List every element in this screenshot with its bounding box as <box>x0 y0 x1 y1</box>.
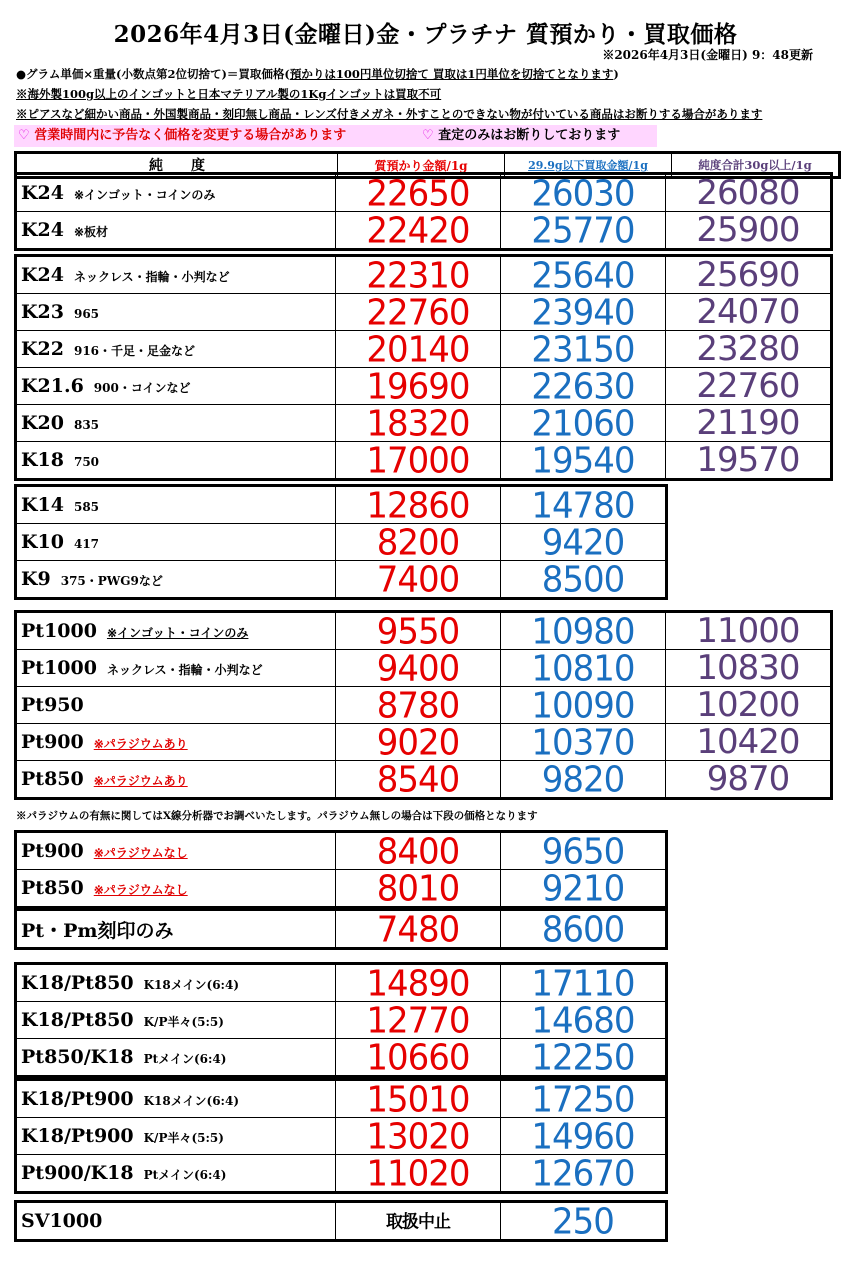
buy-price: 8600 <box>501 909 667 950</box>
purity-subtitle: 835 <box>73 418 100 432</box>
buy-price: 21060 <box>501 404 666 443</box>
purity-name: Pt900 ※パラジウムなし <box>16 832 336 870</box>
purity-subtitle: ※パラジウムなし <box>93 883 188 897</box>
warning-appraisal: 査定のみはお断りしております <box>438 128 621 143</box>
price-group <box>14 1078 668 1194</box>
price-row <box>16 442 832 480</box>
pawn-price: 22650 <box>336 173 501 213</box>
purity-subtitle: ※インゴット・コインのみ <box>73 188 216 202</box>
pawn-price: 10660 <box>336 1038 501 1078</box>
purity-subtitle: 965 <box>73 307 100 321</box>
purity-subtitle: ※パラジウムあり <box>93 774 188 788</box>
buy-price: 10810 <box>501 649 666 688</box>
price-row <box>16 1202 667 1241</box>
buy-price: 22630 <box>501 367 666 406</box>
buy-price: 26030 <box>501 173 666 213</box>
price-row <box>16 612 832 650</box>
price-group <box>14 172 833 251</box>
purity-subtitle: 417 <box>73 537 100 551</box>
pawn-price: 17000 <box>336 441 501 481</box>
price-row <box>16 650 832 687</box>
note-line-3: ※ピアスなど細かい商品・外国製商品・刻印無し商品・レンズ付きメガネ・外すことのできない物が付いている商品はお断りする場合があります <box>16 107 763 121</box>
pawn-price: 8200 <box>336 523 501 562</box>
buy30-price: 10200 <box>666 687 832 724</box>
buy-price: 17250 <box>501 1079 667 1119</box>
purity-subtitle: K/P半々(5:5) <box>143 1131 224 1145</box>
pawn-price: 8010 <box>336 869 501 909</box>
price-row <box>16 761 832 799</box>
buy-price: 14960 <box>501 1117 667 1156</box>
purity-name: K18/Pt850 K18メイン(6:4) <box>16 964 336 1002</box>
purity-subtitle: 375・PWG9など <box>60 574 163 588</box>
buy30-price: 9870 <box>666 761 832 799</box>
price-row <box>16 1002 667 1039</box>
price-row <box>16 1039 667 1077</box>
purity-subtitle: ネックレス・指輪・小判など <box>73 270 230 284</box>
buy-price: 10090 <box>501 686 666 725</box>
pawn-price: 取扱中止 <box>336 1201 501 1242</box>
header-purity: 純 度 <box>16 153 338 178</box>
price-row <box>16 687 832 724</box>
pawn-price: 20140 <box>336 330 501 369</box>
pawn-price: 14890 <box>336 963 501 1003</box>
purity-subtitle: 916・千足・足金など <box>73 344 196 358</box>
pawn-price: 8540 <box>336 760 501 800</box>
pawn-price: 12860 <box>336 485 501 525</box>
buy30-price: 19570 <box>666 442 832 480</box>
price-group <box>14 254 833 481</box>
price-group <box>14 1200 668 1242</box>
purity-name: Pt900 ※パラジウムあり <box>16 724 336 761</box>
pawn-price: 13020 <box>336 1117 501 1156</box>
buy30-price: 11000 <box>666 612 832 650</box>
warning-banner <box>14 125 657 147</box>
purity-name: Pt・Pm刻印のみ <box>16 910 336 949</box>
page-title: 2026年4月3日(金曜日)金・プラチナ 質預かり・買取価格 <box>113 21 738 48</box>
pawn-price: 15010 <box>336 1079 501 1119</box>
purity-subtitle: ※板材 <box>73 225 109 239</box>
buy30-price: 25690 <box>666 256 832 294</box>
header-buy-over: 純度合計30g以上/1g <box>672 153 840 178</box>
purity-name: Pt950 <box>16 687 336 724</box>
note-line-2: ※海外製100g以上のインゴットと日本マテリアル製の1Kgインゴットは買取不可 <box>16 87 442 101</box>
purity-subtitle: ※インゴット・コインのみ <box>106 626 249 640</box>
pawn-price: 22760 <box>336 293 501 332</box>
purity-name: K21.6 900・コインなど <box>16 368 336 405</box>
price-row <box>16 964 667 1002</box>
price-row <box>16 724 832 761</box>
pawn-price: 7480 <box>336 909 501 950</box>
buy30-price: 23280 <box>666 331 832 368</box>
price-group <box>14 484 668 600</box>
updated-timestamp: ※2026年4月3日(金曜日) 9：48更新 <box>602 48 813 62</box>
price-row <box>16 294 832 331</box>
purity-subtitle: K18メイン(6:4) <box>143 1094 239 1108</box>
buy-price: 9650 <box>501 831 667 871</box>
purity-subtitle: 750 <box>73 455 100 469</box>
buy-price: 17110 <box>501 963 667 1003</box>
buy-price: 14780 <box>501 485 667 525</box>
buy-price: 25770 <box>501 211 666 251</box>
buy30-price: 10830 <box>666 650 832 687</box>
pawn-price: 18320 <box>336 404 501 443</box>
purity-name: K10 417 <box>16 524 336 561</box>
purity-subtitle: ※パラジウムなし <box>93 846 188 860</box>
price-group <box>14 610 833 800</box>
buy-price: 23940 <box>501 293 666 332</box>
purity-name: Pt1000 ※インゴット・コインのみ <box>16 612 336 650</box>
buy-price: 12250 <box>501 1038 667 1078</box>
buy-price: 9210 <box>501 869 667 909</box>
purity-subtitle: 585 <box>73 500 100 514</box>
price-row <box>16 561 667 599</box>
price-row <box>16 832 667 870</box>
purity-subtitle: Ptメイン(6:4) <box>143 1168 227 1182</box>
price-row <box>16 1155 667 1193</box>
pawn-price: 11020 <box>336 1154 501 1194</box>
buy30-price: 26080 <box>666 174 832 212</box>
purity-name: Pt1000 ネックレス・指輪・小判など <box>16 650 336 687</box>
buy-price: 19540 <box>501 441 666 481</box>
buy-price: 14680 <box>501 1001 667 1040</box>
purity-name: K18 750 <box>16 442 336 480</box>
buy-price: 9820 <box>501 760 666 800</box>
purity-name: K18/Pt900 K18メイン(6:4) <box>16 1080 336 1118</box>
price-row <box>16 368 832 405</box>
buy-price: 250 <box>501 1201 667 1242</box>
buy-price: 9420 <box>501 523 667 562</box>
price-group <box>14 962 668 1078</box>
price-row <box>16 1080 667 1118</box>
buy-price: 10370 <box>501 723 666 762</box>
pawn-price: 8780 <box>336 686 501 725</box>
pawn-price: 12770 <box>336 1001 501 1040</box>
purity-name: K18/Pt850 K/P半々(5:5) <box>16 1002 336 1039</box>
purity-name: K24 ※インゴット・コインのみ <box>16 174 336 212</box>
pawn-price: 9020 <box>336 723 501 762</box>
heart-icon: ♡ <box>18 128 30 143</box>
purity-name: K22 916・千足・足金など <box>16 331 336 368</box>
price-row <box>16 870 667 908</box>
price-row <box>16 174 832 212</box>
price-row <box>16 331 832 368</box>
price-row <box>16 524 667 561</box>
purity-subtitle: K/P半々(5:5) <box>143 1015 224 1029</box>
buy30-price: 21190 <box>666 405 832 442</box>
buy30-price: 10420 <box>666 724 832 761</box>
purity-name: SV1000 <box>16 1202 336 1241</box>
note-line-1: ●グラム単価×重量(小数点第2位切捨て)＝買取価格(預かりは100円単位切捨て 買取は1円単位を切捨てとなります) <box>16 67 619 81</box>
header-pawn: 質預かり金額/1g <box>338 153 505 178</box>
purity-name: Pt850 ※パラジウムあり <box>16 761 336 799</box>
heart-icon: ♡ <box>422 128 434 143</box>
purity-name: Pt850/K18 Ptメイン(6:4) <box>16 1039 336 1077</box>
purity-name: Pt900/K18 Ptメイン(6:4) <box>16 1155 336 1193</box>
price-row <box>16 486 667 524</box>
price-row <box>16 212 832 250</box>
price-group <box>14 908 668 950</box>
purity-name: K18/Pt900 K/P半々(5:5) <box>16 1118 336 1155</box>
pawn-price: 22310 <box>336 255 501 295</box>
purity-name: K14 585 <box>16 486 336 524</box>
pawn-price: 19690 <box>336 367 501 406</box>
buy-price: 8500 <box>501 560 667 600</box>
buy30-price: 24070 <box>666 294 832 331</box>
price-row <box>16 405 832 442</box>
buy30-price: 25900 <box>666 212 832 250</box>
buy-price: 25640 <box>501 255 666 295</box>
purity-subtitle: ネックレス・指輪・小判など <box>106 663 263 677</box>
purity-name: Pt850 ※パラジウムなし <box>16 870 336 908</box>
price-row <box>16 910 667 949</box>
palladium-note: ※パラジウムの有無に関してはX線分析器でお調べいたします。パラジウム無しの場合は下段の価格となります <box>16 810 538 822</box>
pawn-price: 9400 <box>336 649 501 688</box>
purity-name: K9 375・PWG9など <box>16 561 336 599</box>
header-buy-under: 29.9g以下買取金額/1g <box>505 153 672 178</box>
pawn-price: 22420 <box>336 211 501 251</box>
buy-price: 23150 <box>501 330 666 369</box>
purity-subtitle: 900・コインなど <box>93 381 191 395</box>
purity-name: K24 ネックレス・指輪・小判など <box>16 256 336 294</box>
purity-subtitle: K18メイン(6:4) <box>143 978 239 992</box>
purity-subtitle: Ptメイン(6:4) <box>143 1052 227 1066</box>
pawn-price: 8400 <box>336 831 501 871</box>
price-row <box>16 256 832 294</box>
purity-name: K24 ※板材 <box>16 212 336 250</box>
warning-price-change: 営業時間内に予告なく価格を変更する場合があります <box>34 128 347 143</box>
purity-name: K23 965 <box>16 294 336 331</box>
price-row <box>16 1118 667 1155</box>
buy30-price: 22760 <box>666 368 832 405</box>
purity-name: K20 835 <box>16 405 336 442</box>
buy-price: 10980 <box>501 611 666 651</box>
buy-price: 12670 <box>501 1154 667 1194</box>
pawn-price: 9550 <box>336 611 501 651</box>
price-group <box>14 830 668 909</box>
purity-subtitle: ※パラジウムあり <box>93 737 188 751</box>
pawn-price: 7400 <box>336 560 501 600</box>
